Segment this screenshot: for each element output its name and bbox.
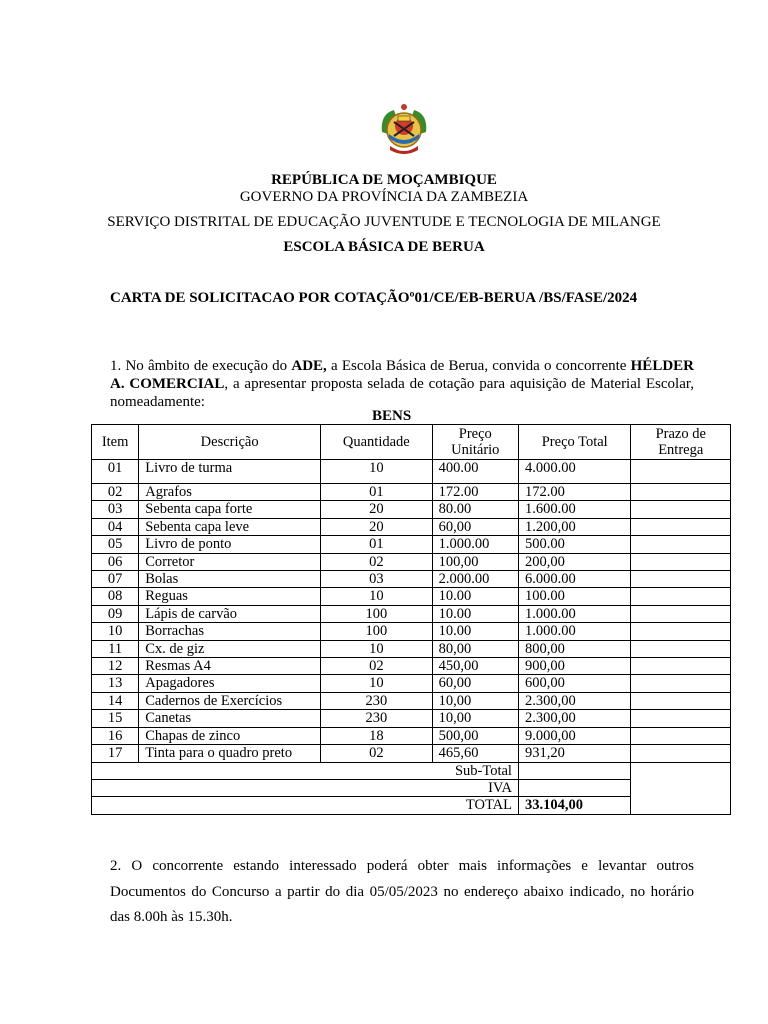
cell-unit-price: 500,00 xyxy=(432,727,518,744)
header-delivery-deadline: Prazo de Entrega xyxy=(631,425,731,460)
cell-description: Resmas A4 xyxy=(139,658,321,675)
cell-description: Sebenta capa leve xyxy=(139,518,321,535)
cell-delivery-deadline xyxy=(631,536,731,553)
cell-total-price: 1.600.00 xyxy=(518,501,631,518)
cell-item: 14 xyxy=(92,692,139,709)
cell-total-price: 6.000.00 xyxy=(518,571,631,588)
cell-description: Bolas xyxy=(139,571,321,588)
cell-total-price: 9.000,00 xyxy=(518,727,631,744)
cell-unit-price: 10.00 xyxy=(432,588,518,605)
cell-total-price: 1.200,00 xyxy=(518,518,631,535)
cell-quantity: 01 xyxy=(321,536,433,553)
cell-description: Reguas xyxy=(139,588,321,605)
cell-unit-price: 80,00 xyxy=(432,640,518,657)
goods-table xyxy=(91,424,731,815)
cell-quantity: 230 xyxy=(321,692,433,709)
cell-unit-price: 60,00 xyxy=(432,518,518,535)
subtotal-row xyxy=(92,762,731,779)
cell-delivery-deadline xyxy=(631,692,731,709)
table-row xyxy=(92,484,731,501)
cell-total-price: 200,00 xyxy=(518,553,631,570)
cell-delivery-deadline xyxy=(631,640,731,657)
header-quantity: Quantidade xyxy=(321,425,433,460)
cell-quantity: 02 xyxy=(321,553,433,570)
header-service: SERVIÇO DISTRITAL DE EDUCAÇÃO JUVENTUDE E TECNOLOGIA DE MILANGE xyxy=(107,214,661,230)
paragraph-information: 2. O concorrente estando interessado poderá obter mais informações e levantar outros Documentos do Concurso a partir do dia 05/05/2023 no endereço abaixo indicado, no horário das 8.00h às 15.30h. xyxy=(110,858,694,925)
document-title: CARTA DE SOLICITACAO POR COTAÇÃOº01/CE/EB-BERUA /BS/FASE/2024 xyxy=(110,290,638,306)
cell-item: 06 xyxy=(92,553,139,570)
cell-description: Cadernos de Exercícios xyxy=(139,692,321,709)
table-row xyxy=(92,710,731,727)
cell-delivery-deadline xyxy=(631,588,731,605)
cell-delivery-deadline xyxy=(631,501,731,518)
cell-unit-price: 10,00 xyxy=(432,710,518,727)
cell-total-price: 500.00 xyxy=(518,536,631,553)
table-row xyxy=(92,588,731,605)
cell-delivery-deadline xyxy=(631,484,731,501)
header-item: Item xyxy=(92,425,139,460)
cell-quantity: 03 xyxy=(321,571,433,588)
cell-quantity: 20 xyxy=(321,501,433,518)
cell-delivery-deadline xyxy=(631,727,731,744)
cell-unit-price: 172.00 xyxy=(432,484,518,501)
cell-total-price: 4.000.00 xyxy=(518,460,631,484)
cell-delivery-deadline xyxy=(631,710,731,727)
cell-total-price: 2.300,00 xyxy=(518,710,631,727)
subtotal-label: Sub-Total xyxy=(92,762,519,779)
cell-quantity: 18 xyxy=(321,727,433,744)
cell-unit-price: 10.00 xyxy=(432,623,518,640)
table-row xyxy=(92,640,731,657)
cell-quantity: 01 xyxy=(321,484,433,501)
table-row xyxy=(92,536,731,553)
p1-text-2: a Escola Básica de Berua, convida o concorrente xyxy=(326,358,631,374)
cell-unit-price: 400.00 xyxy=(432,460,518,484)
table-row xyxy=(92,727,731,744)
cell-unit-price: 1.000.00 xyxy=(432,536,518,553)
cell-delivery-deadline xyxy=(631,623,731,640)
cell-unit-price: 2.000.00 xyxy=(432,571,518,588)
p1-text-1: 1. No âmbito de execução do xyxy=(110,358,292,374)
cell-quantity: 100 xyxy=(321,605,433,622)
cell-unit-price: 60,00 xyxy=(432,675,518,692)
cell-delivery-deadline xyxy=(631,460,731,484)
cell-quantity: 10 xyxy=(321,460,433,484)
cell-unit-price: 100,00 xyxy=(432,553,518,570)
header-school: ESCOLA BÁSICA DE BERUA xyxy=(283,239,485,255)
cell-quantity: 20 xyxy=(321,518,433,535)
cell-item: 16 xyxy=(92,727,139,744)
cell-item: 10 xyxy=(92,623,139,640)
cell-item: 15 xyxy=(92,710,139,727)
cell-description: Livro de ponto xyxy=(139,536,321,553)
cell-unit-price: 10,00 xyxy=(432,692,518,709)
cell-item: 11 xyxy=(92,640,139,657)
cell-description: Sebenta capa forte xyxy=(139,501,321,518)
cell-quantity: 100 xyxy=(321,623,433,640)
cell-description: Chapas de zinco xyxy=(139,727,321,744)
cell-description: Apagadores xyxy=(139,675,321,692)
table-row xyxy=(92,692,731,709)
cell-description: Tinta para o quadro preto xyxy=(139,745,321,762)
p1-bold-supplier: HÉLDER A. COMERCIAL xyxy=(110,358,694,392)
cell-quantity: 10 xyxy=(321,588,433,605)
cell-item: 07 xyxy=(92,571,139,588)
header-total-price: Preço Total xyxy=(518,425,631,460)
table-row xyxy=(92,460,731,484)
cell-total-price: 900,00 xyxy=(518,658,631,675)
cell-item: 09 xyxy=(92,605,139,622)
table-row xyxy=(92,745,731,762)
header-description: Descrição xyxy=(139,425,321,460)
cell-unit-price: 465,60 xyxy=(432,745,518,762)
cell-description: Corretor xyxy=(139,553,321,570)
subtotal-value xyxy=(518,762,631,779)
cell-total-price: 100.00 xyxy=(518,588,631,605)
table-caption: BENS xyxy=(372,408,412,424)
cell-item: 03 xyxy=(92,501,139,518)
header-government: GOVERNO DA PROVÍNCIA DA ZAMBEZIA xyxy=(239,189,529,205)
table-row xyxy=(92,501,731,518)
iva-label: IVA xyxy=(92,779,519,796)
cell-delivery-deadline xyxy=(631,605,731,622)
cell-quantity: 230 xyxy=(321,710,433,727)
cell-total-price: 931,20 xyxy=(518,745,631,762)
cell-delivery-deadline xyxy=(631,675,731,692)
cell-total-price: 172.00 xyxy=(518,484,631,501)
p1-text-3: , a apresentar proposta selada de cotação para aquisição de Material Escolar, nomeadamente: xyxy=(110,376,694,410)
cell-quantity: 10 xyxy=(321,675,433,692)
total-label: TOTAL xyxy=(92,797,519,814)
paragraph-invitation xyxy=(110,357,694,411)
table-header-row xyxy=(92,425,731,460)
header-unit-price: Preço Unitário xyxy=(432,425,518,460)
cell-quantity: 10 xyxy=(321,640,433,657)
cell-delivery-deadline xyxy=(631,658,731,675)
cell-item: 04 xyxy=(92,518,139,535)
iva-value xyxy=(518,779,631,796)
table-row xyxy=(92,605,731,622)
total-value: 33.104,00 xyxy=(518,797,631,814)
cell-item: 02 xyxy=(92,484,139,501)
table-row xyxy=(92,553,731,570)
table-row xyxy=(92,623,731,640)
cell-quantity: 02 xyxy=(321,745,433,762)
cell-total-price: 2.300,00 xyxy=(518,692,631,709)
cell-delivery-deadline xyxy=(631,745,731,762)
cell-item: 12 xyxy=(92,658,139,675)
cell-description: Agrafos xyxy=(139,484,321,501)
table-row xyxy=(92,571,731,588)
cell-description: Livro de turma xyxy=(139,460,321,484)
cell-total-price: 600,00 xyxy=(518,675,631,692)
p1-bold-ade: ADE, xyxy=(291,358,327,374)
cell-total-price: 800,00 xyxy=(518,640,631,657)
table-row xyxy=(92,675,731,692)
cell-unit-price: 80.00 xyxy=(432,501,518,518)
cell-description: Borrachas xyxy=(139,623,321,640)
cell-item: 08 xyxy=(92,588,139,605)
totals-empty-cell xyxy=(631,762,731,814)
cell-delivery-deadline xyxy=(631,553,731,570)
cell-unit-price: 10.00 xyxy=(432,605,518,622)
cell-delivery-deadline xyxy=(631,518,731,535)
cell-total-price: 1.000.00 xyxy=(518,623,631,640)
table-row xyxy=(92,518,731,535)
cell-description: Canetas xyxy=(139,710,321,727)
table-row xyxy=(92,658,731,675)
cell-total-price: 1.000.00 xyxy=(518,605,631,622)
cell-delivery-deadline xyxy=(631,571,731,588)
mozambique-coat-of-arms-emblem xyxy=(376,102,432,158)
cell-item: 17 xyxy=(92,745,139,762)
cell-description: Lápis de carvão xyxy=(139,605,321,622)
cell-item: 01 xyxy=(92,460,139,484)
cell-item: 05 xyxy=(92,536,139,553)
cell-unit-price: 450,00 xyxy=(432,658,518,675)
header-republic: REPÚBLICA DE MOÇAMBIQUE xyxy=(271,172,497,188)
cell-quantity: 02 xyxy=(321,658,433,675)
cell-item: 13 xyxy=(92,675,139,692)
cell-description: Cx. de giz xyxy=(139,640,321,657)
